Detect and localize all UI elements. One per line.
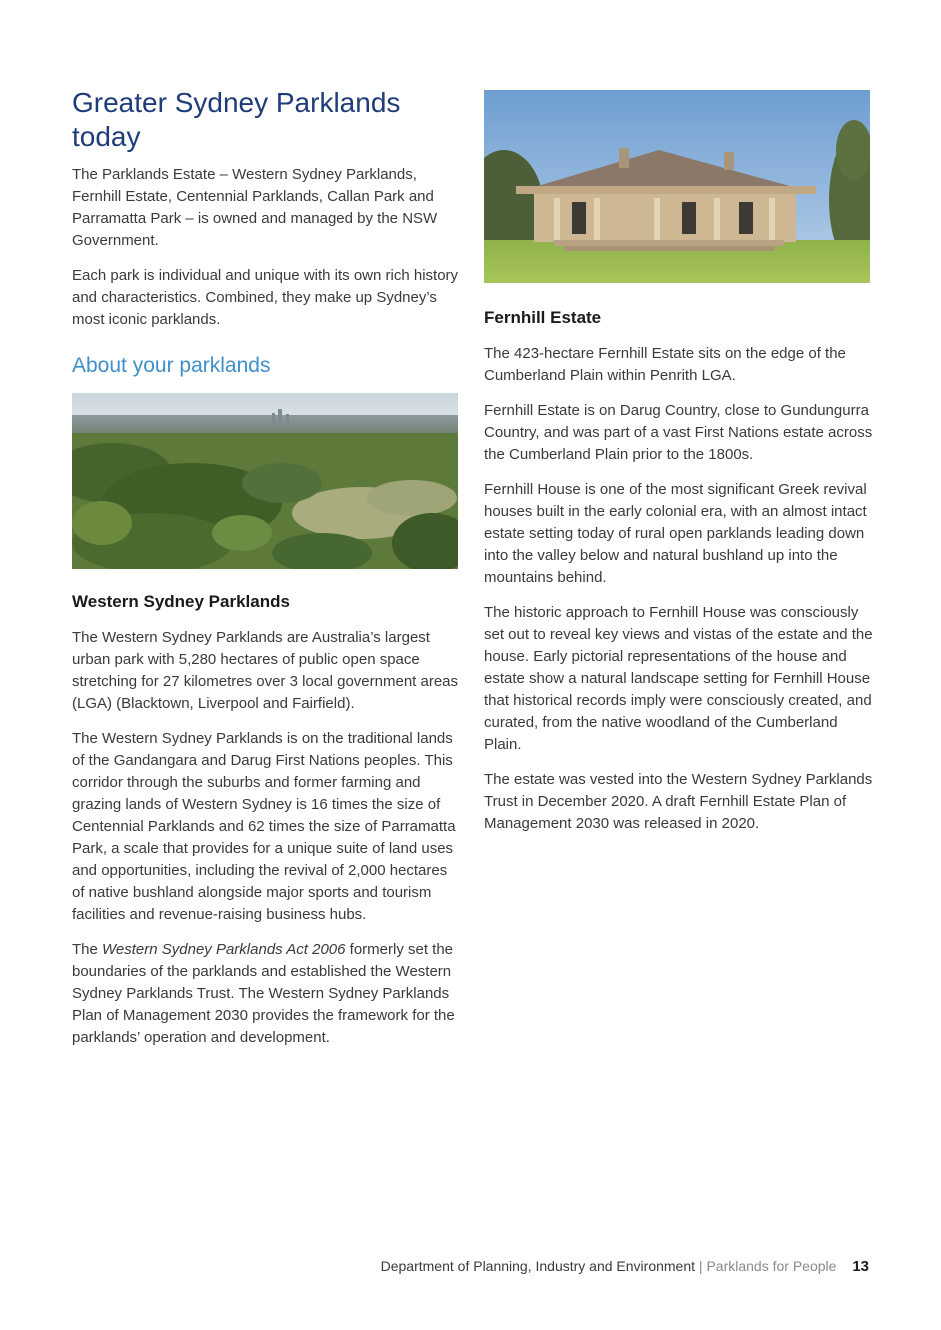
body-paragraph: The Western Sydney Parklands are Australia’s largest urban park with 5,280 hectares of public open space stretching for 27 kilometres over 3 local government areas (LGA) (Blacktown, Liverpool and Fairfield).: [72, 629, 459, 712]
body-paragraph: The 423-hectare Fernhill Estate sits on the edge of the Cumberland Plain within Penrith LGA.: [484, 345, 846, 384]
left-column: [72, 86, 460, 1062]
intro-paragraph: The Parklands Estate – Western Sydney Parklands, Fernhill Estate, Centennial Parklands, Callan Park and Parramatta Park – is owned and managed by the NSW Government.: [72, 166, 438, 249]
body-paragraph: The Western Sydney Parklands is on the traditional lands of the Gandangara and Darug First Nations peoples. This corridor through the suburbs and former farming and grazing lands of Western Sydney is 16 times the size of Centennial Parklands and 62 times the size of Parramatta Park, a scale that provides for a unique suite of land uses and opportunities, including the revival of 2,000 hectares of native bushland alongside major sports and tourism facilities and revenue-raising business hubs.: [72, 730, 456, 923]
body-paragraph-act: [72, 939, 460, 1049]
page-number: 13: [852, 1258, 869, 1275]
section-heading-western-sydney: Western Sydney Parklands: [72, 592, 290, 611]
body-paragraph: The estate was vested into the Western Sydney Parklands Trust in December 2020. A draft Fernhill Estate Plan of Management 2030 was released in 2020.: [484, 771, 873, 832]
act-title: Western Sydney Parklands Act 2006: [102, 941, 346, 958]
body-paragraph: Fernhill House is one of the most significant Greek revival houses built in the early colonial era, with an almost intact estate setting today of rural open parklands leading down into the valley below and natural bushland up into the mountains behind.: [484, 481, 867, 586]
fernhill-house-photo: [484, 90, 870, 283]
section-heading-fernhill: Fernhill Estate: [484, 308, 602, 327]
act-rest: formerly set the boundaries of the parklands and established the Western Sydney Parklands Trust. The Western Sydney Parklands Plan of Management 2030 provides the framework for the parklands’ operation and development.: [72, 941, 455, 1046]
section-subtitle: About your parklands: [72, 354, 271, 377]
body-paragraph: The historic approach to Fernhill House was consciously set out to reveal key views and vistas of the estate and the house. Early pictorial representations of the house and estate show a natural landscape setting for Fernhill House that historical records imply were consciously created, and curated, from the native woodland of the Cumberland Plain.: [484, 604, 873, 753]
footer-publication: Parklands for People: [706, 1258, 837, 1274]
page-title: Greater Sydney Parklands today: [72, 87, 401, 152]
footer-department: Department of Planning, Industry and Environment: [380, 1258, 696, 1274]
page-footer: [381, 1258, 869, 1275]
footer-separator: |: [698, 1258, 703, 1274]
parklands-aerial-photo: [72, 393, 458, 569]
act-prefix: The: [72, 941, 103, 958]
right-column: [484, 90, 874, 848]
intro-paragraph: Each park is individual and unique with its own rich history and characteristics. Combined, they make up Sydney’s most iconic parklands.: [72, 267, 459, 328]
body-paragraph: Fernhill Estate is on Darug Country, close to Gundungurra Country, and was part of a vast First Nations estate across the Cumberland Plain prior to the 1800s.: [484, 402, 873, 463]
